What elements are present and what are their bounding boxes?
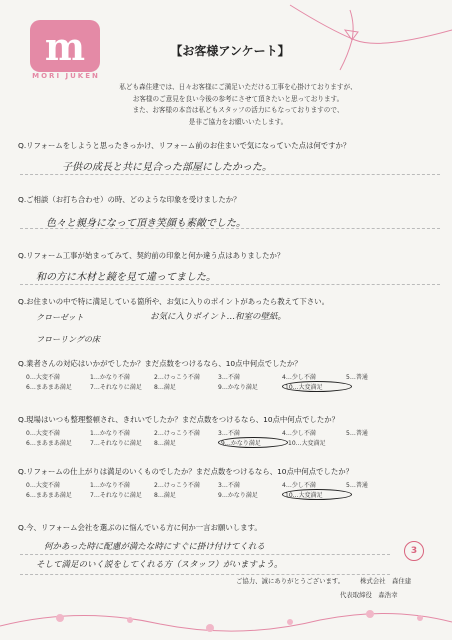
answer-2: 色々と親身になって頂き笑顔も素敵でした。 bbox=[46, 218, 246, 229]
question-2: Q.ご相談（お打ち合わせ）の時、どのような印象を受けましたか？ bbox=[18, 195, 241, 204]
footer-thanks: ご協力、誠にありがとうございます。 bbox=[236, 577, 345, 585]
footer-company: 株式会社 森住建 bbox=[360, 577, 412, 585]
page-title: 【お客様アンケート】 bbox=[170, 44, 290, 58]
selected-score-7: 10…大変満足 bbox=[282, 489, 352, 500]
score-scale-7: 0…大変不満 1…かなり不満 2…けっこう不満 3…不満 4…少し不満 5…普通 6…まあまあ満足 7…それなりに満足 8…満足 9…かなり満足 10…大変満足 bbox=[26, 482, 368, 499]
question-5: Q.業者さんの対応はいかがでしたか？まだ点数をつけるなら、10点中何点でしたか？ bbox=[18, 359, 302, 368]
answer-8-line-1: 何かあった時に配慮が満たな時にすぐに掛け付けてくれる bbox=[44, 542, 265, 552]
question-1: Q.リフォームをしようと思ったきっかけ、リフォーム前のお住まいで気になっていた点は何ですか？ bbox=[18, 141, 351, 150]
footer-representative: 代表取締役 森浩幸 bbox=[340, 591, 398, 599]
answer-4-item-2: フローリングの床 bbox=[36, 335, 100, 344]
answer-4-item-1: クローゼット bbox=[36, 313, 84, 322]
question-7: Q.リフォームの仕上がりは満足のいくものでしたか？まだ点数をつけるなら、10点中何点でしたか？ bbox=[18, 467, 354, 476]
score-scale-6: 0…大変不満 1…かなり不満 2…けっこう不満 3…不満 4…少し不満 5…普通 6…まあまあ満足 7…それなりに満足 8…満足 9…かなり満足 10…大変満足 bbox=[26, 430, 368, 447]
page-number-stamp: 3 bbox=[404, 541, 424, 561]
intro-text: 私ども森住建では、日々お客様にご満足いただける工事を心掛けておりますが、 お客様のご意見を良い今後の参考にさせて頂きたいと思っております。 また、お客様の本音は私どもスタッフの活力にもなっておりますので、 是非ご協力をお願いいたします。 bbox=[119, 83, 357, 126]
answer-4-favorite: お気に入りポイント…和室の壁紙。 bbox=[150, 312, 287, 322]
question-6: Q.現場はいつも整理整頓され、きれいでしたか？まだ点数をつけるなら、10点中何点でしたか？ bbox=[18, 415, 340, 424]
question-4: Q.お住まいの中で特に満足している箇所や、お気に入りのポイントがあったら教えて下さい。 bbox=[18, 297, 329, 306]
answer-8-line-2: そして満足のいく説をしてくれる方（スタッフ）がいますよう。 bbox=[36, 560, 283, 570]
selected-score-5: 10…大変満足 bbox=[282, 381, 352, 392]
question-3: Q.リフォーム工事が始まってみて、契約前の印象と何か違う点はありましたか？ bbox=[18, 251, 285, 260]
answer-3: 和の方に木材と鏡を見て違ってました。 bbox=[36, 272, 216, 283]
logo: m bbox=[30, 20, 100, 72]
question-8: Q.今、リフォーム会社を選ぶのに悩んでいる方に何か一言お願いします。 bbox=[18, 523, 262, 532]
answer-1: 子供の成長と共に見合った部屋にしたかった。 bbox=[62, 162, 272, 173]
selected-score-6: 9…かなり満足 bbox=[218, 437, 288, 448]
flower-decoration bbox=[0, 596, 452, 640]
score-scale-5: 0…大変不満 1…かなり不満 2…けっこう不満 3…不満 4…少し不満 5…普通 6…まあまあ満足 7…それなりに満足 8…満足 9…かなり満足 10…大変満足 bbox=[26, 374, 368, 391]
logo-subtitle: MORI JUKEN bbox=[32, 72, 100, 80]
